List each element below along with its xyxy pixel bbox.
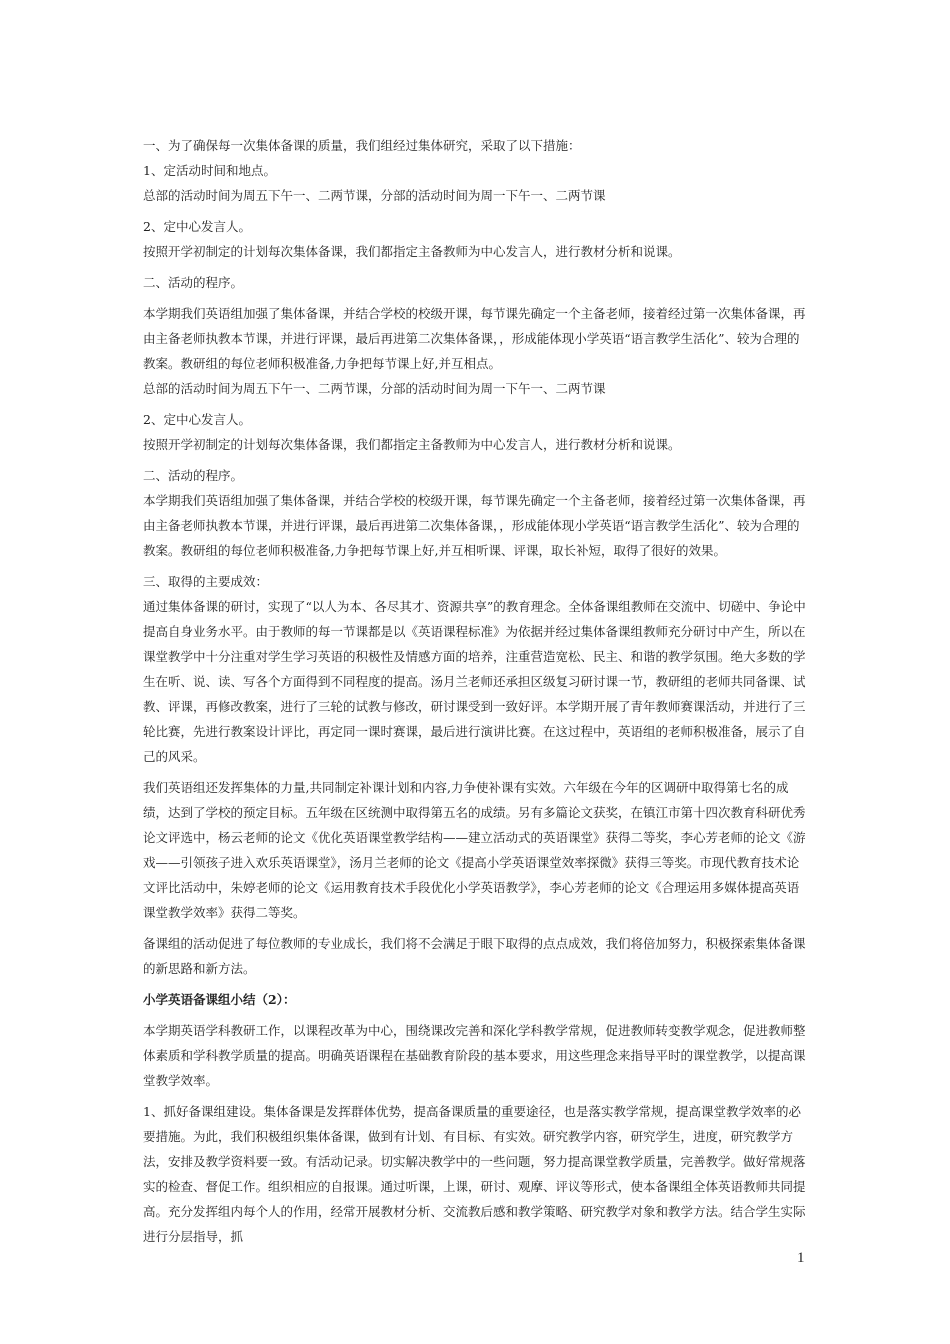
- paragraph: 备课组的活动促进了每位教师的专业成长，我们将不会满足于眼下取得的点点成效，我们将倍加努力，积极探索集体备课的新思路和新方法。: [143, 936, 806, 976]
- paragraph: 通过集体备课的研讨，实现了“以人为本、各尽其才、资源共享”的教育理念。全体备课组教师在交流中、切磋中、争论中提高自身业务水平。由于教师的每一节课都是以《英语课程标准》为依据并经过集体备课组教师充分研讨中产生，所以在课堂教学中十分注重对学生学习英语的积极性及情感方面的培养，注重营造宽松、民主、和谐的教学氛围。绝大多数的学生在听、说、读、写各个方面得到不同程度的提高。汤月兰老师还承担区级复习研讨课一节，教研组的老师共同备课、试教、评课，再修改教案，进行了三轮的试教与修改，研讨课受到一致好评。本学期开展了青年教师赛课活动，并进行了三轮比赛，先进行教案设计评比，再定同一课时赛课，最后进行演讲比赛。在这过程中，英语组的老师积极准备，展示了自己的风采。: [143, 599, 806, 764]
- paragraph: 2、定中心发言人。: [143, 412, 251, 427]
- paragraph: 二、活动的程序。: [143, 468, 244, 483]
- section-heading: 小学英语备课组小结（2）：: [143, 992, 296, 1007]
- paragraph: 总部的活动时间为周五下午一、二两节课，分部的活动时间为周一下午一、二两节课: [143, 188, 606, 203]
- paragraph: 1、定活动时间和地点。: [143, 163, 276, 178]
- paragraph: 2、定中心发言人。: [143, 219, 251, 234]
- paragraph: 三、取得的主要成效：: [143, 574, 269, 589]
- paragraph: 本学期我们英语组加强了集体备课，并结合学校的校级开课，每节课先确定一个主备老师，接着经过第一次集体备课，再由主备老师执教本节课，并进行评课，最后再进第二次集体备课，，形成能体现小学英语“语言教学生活化”、较为合理的教案。教研组的每位老师积极准备,力争把每节课上好,并互相听课、评课，取长补短，取得了很好的效果。: [143, 493, 806, 558]
- document-body: [143, 133, 809, 1249]
- paragraph: 按照开学初制定的计划每次集体备课，我们都指定主备教师为中心发言人，进行教材分析和说课。: [143, 244, 681, 259]
- paragraph: 1、抓好备课组建设。集体备课是发挥群体优势，提高备课质量的重要途径，也是落实教学常规，提高课堂教学效率的必要措施。为此，我们积极组织集体备课，做到有计划、有目标、有实效。研究教学内容，研究学生，进度，研究教学方法，安排及教学资料要一致。有活动记录。切实解决教学中的一些问题，努力提高课堂教学质量，完善教学。做好常规落实的检查、督促工作。组织相应的自报课。通过听课，上课，研讨、观摩、评议等形式，使本备课组全体英语教师共同提高。充分发挥组内每个人的作用，经常开展教材分析、交流教后感和教学策略、研究教学对象和教学方法。结合学生实际进行分层指导，抓: [143, 1104, 806, 1244]
- paragraph: 按照开学初制定的计划每次集体备课，我们都指定主备教师为中心发言人，进行教材分析和说课。: [143, 437, 681, 452]
- paragraph: 本学期英语学科教研工作，以课程改革为中心，围绕课改完善和深化学科教学常规，促进教师转变教学观念，促进教师整体素质和学科教学质量的提高。明确英语课程在基础教育阶段的基本要求，用这些理念来指导平时的课堂教学，以提高课堂教学效率。: [143, 1023, 806, 1088]
- paragraph: 一、为了确保每一次集体备课的质量，我们组经过集体研究，采取了以下措施：: [143, 138, 581, 153]
- paragraph: 二、活动的程序。: [143, 275, 244, 290]
- page-number: 1: [797, 1250, 805, 1266]
- paragraph: 总部的活动时间为周五下午一、二两节课，分部的活动时间为周一下午一、二两节课: [143, 381, 606, 396]
- paragraph: 我们英语组还发挥集体的力量,共同制定补课计划和内容,力争使补课有实效。六年级在今年的区调研中取得第七名的成绩，达到了学校的预定目标。五年级在区统测中取得第五名的成绩。另有多篇论文获奖，在镇江市第十四次教育科研优秀论文评选中，杨云老师的论文《优化英语课堂教学结构——建立活动式的英语课堂》获得二等奖，李心芳老师的论文《游戏——引领孩子进入欢乐英语课堂》，汤月兰老师的论文《提高小学英语课堂效率探微》获得三等奖。市现代教育技术论文评比活动中，朱婷老师的论文《运用教育技术手段优化小学英语教学》，李心芳老师的论文《合理运用多媒体提高英语课堂教学效率》获得二等奖。: [143, 780, 806, 920]
- paragraph: 本学期我们英语组加强了集体备课，并结合学校的校级开课，每节课先确定一个主备老师，接着经过第一次集体备课，再由主备老师执教本节课，并进行评课，最后再进第二次集体备课，，形成能体现小学英语“语言教学生活化”、较为合理的教案。教研组的每位老师积极准备,力争把每节课上好,并互相点。: [143, 306, 806, 371]
